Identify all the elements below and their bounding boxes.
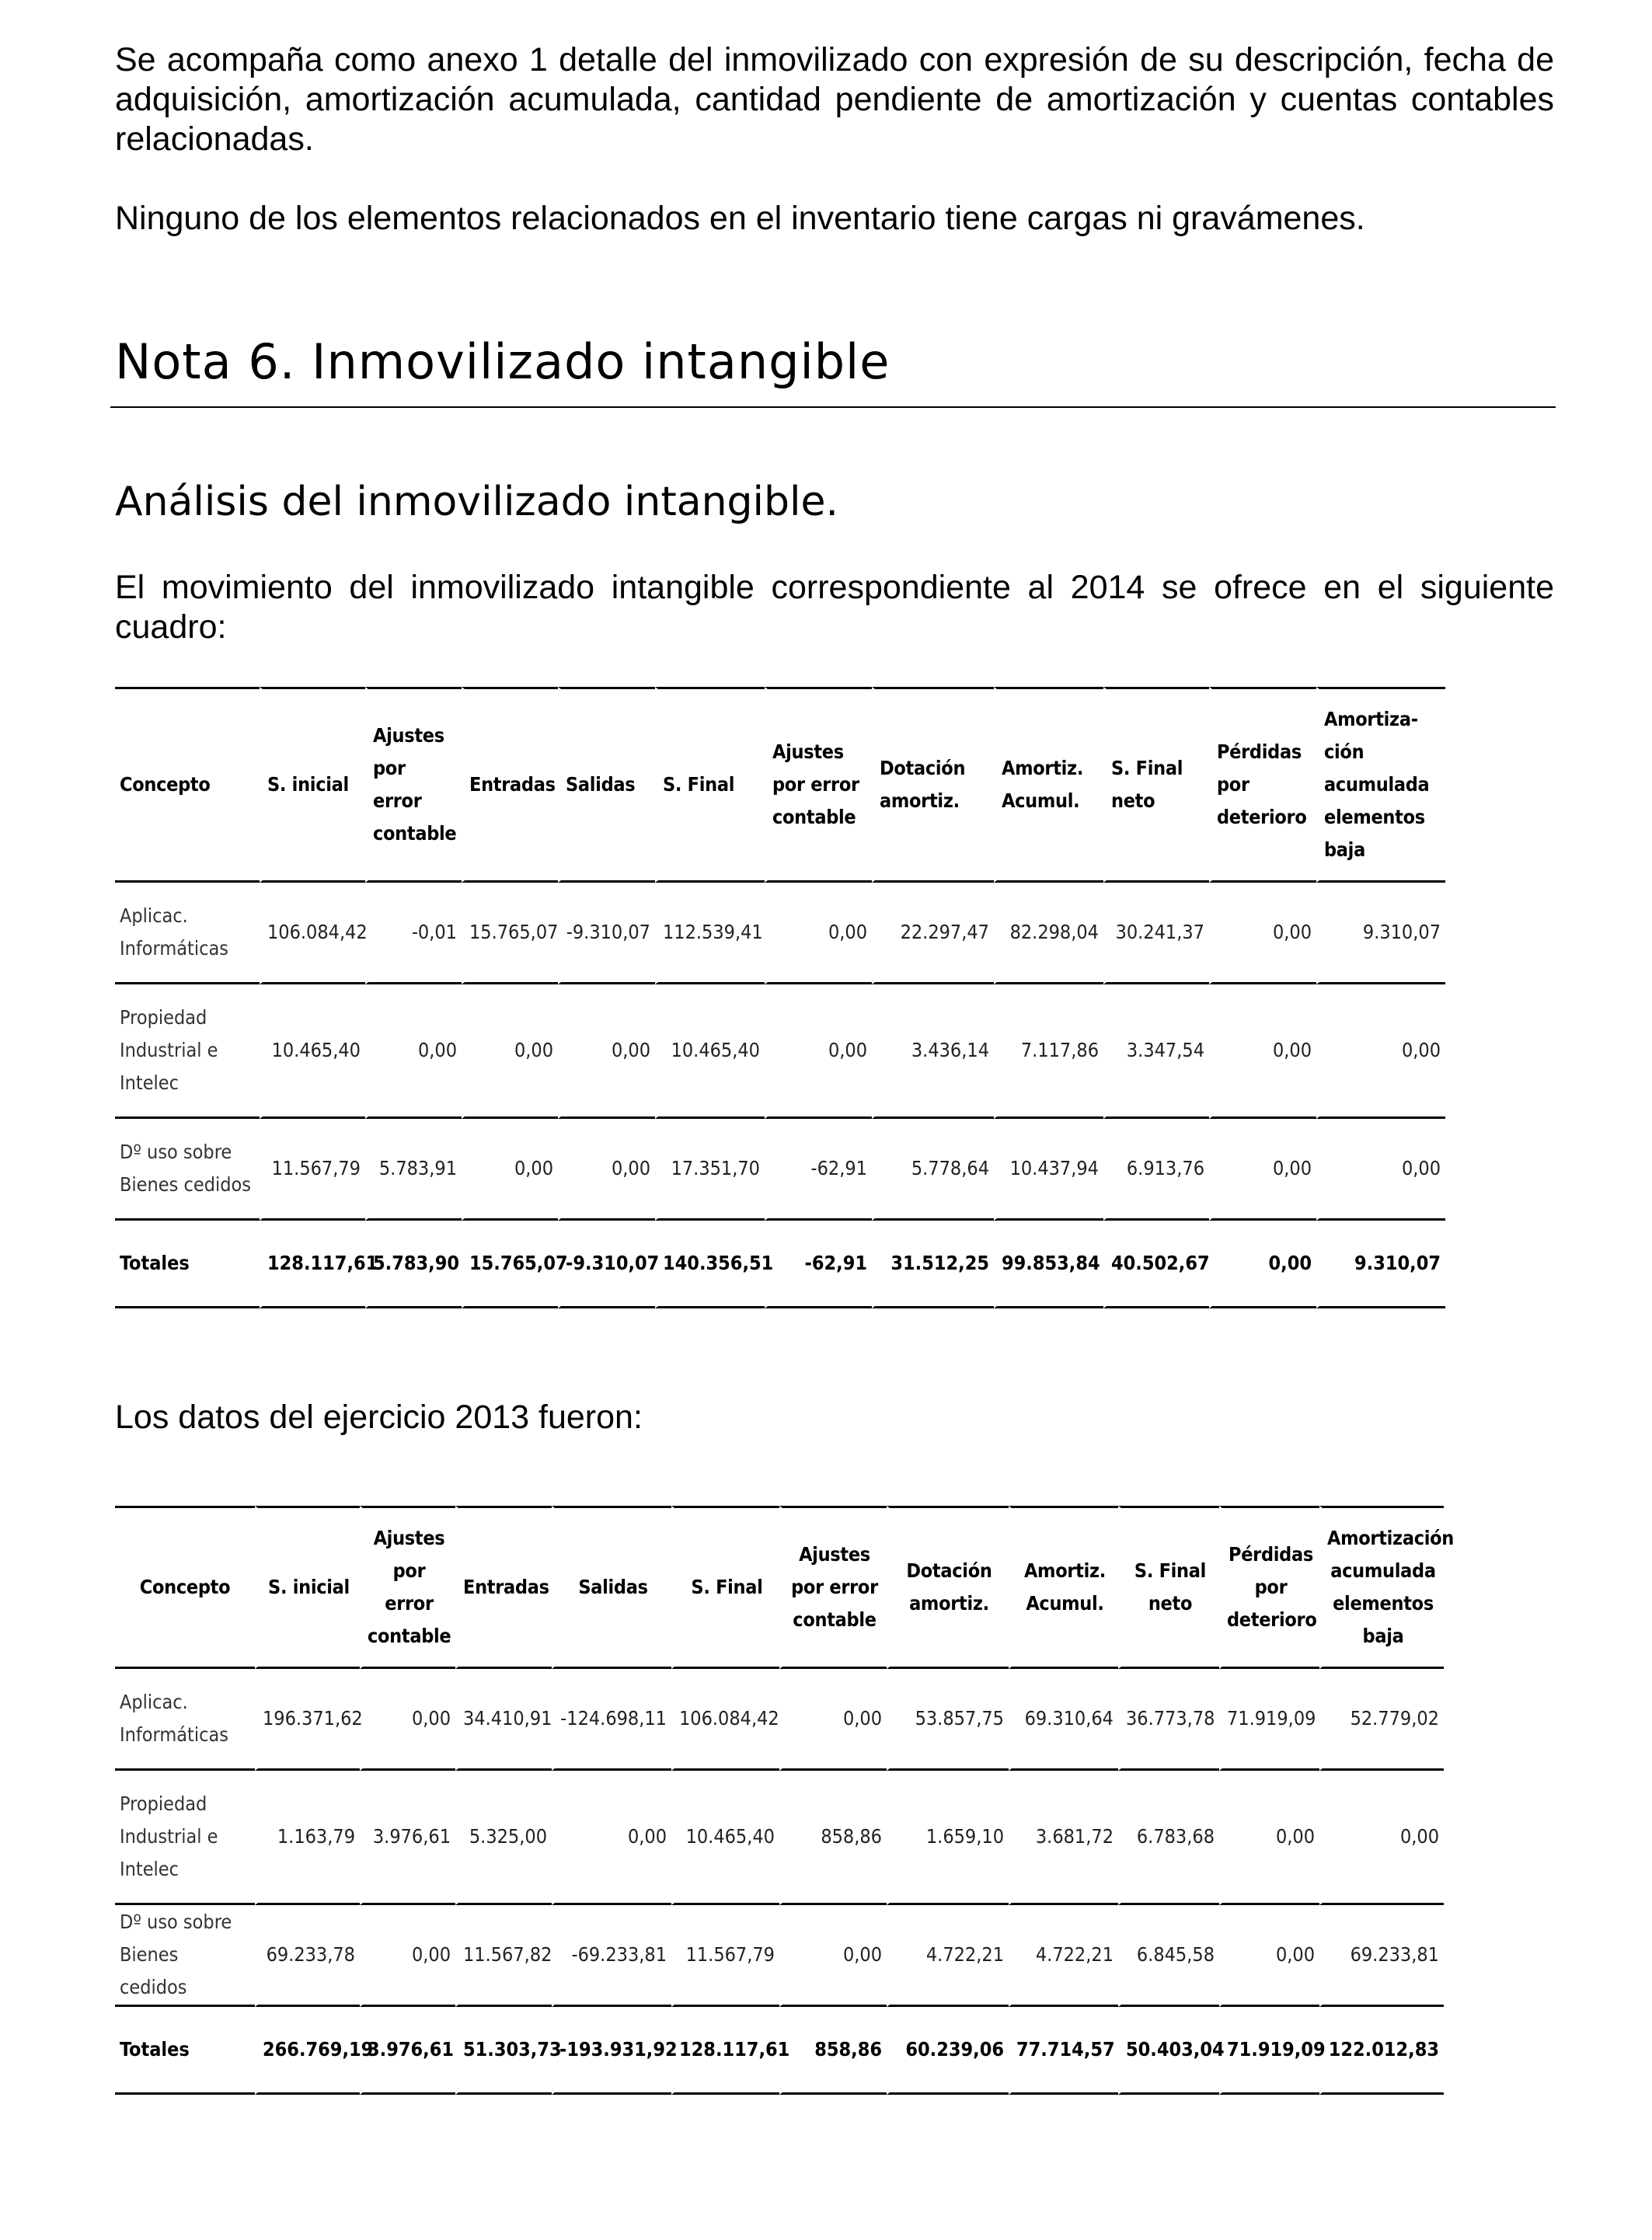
cell: 0,00 — [552, 1771, 671, 1905]
paragraph-2014-intro: El movimiento del inmovilizado intangible correspondiente al 2014 se ofrece en el siguiente cuadro: — [115, 569, 1554, 646]
cell: 0,00 — [360, 1905, 455, 2007]
total-cell: -193.931,92 — [552, 2007, 671, 2095]
cell: 82.298,04 — [994, 883, 1103, 984]
cell: 22.297,47 — [872, 883, 994, 984]
cell: 36.773,78 — [1118, 1669, 1219, 1771]
cell: 10.465,40 — [260, 984, 365, 1119]
cell: 0,00 — [462, 1119, 558, 1221]
row-label: Dº uso sobre Bienes cedidos — [115, 1905, 255, 2007]
table-2013 — [115, 1506, 1455, 2095]
cell: 30.241,37 — [1103, 883, 1209, 984]
cell: 4.722,21 — [887, 1905, 1009, 2007]
row-label: Aplicac. Informáticas — [115, 1669, 255, 1771]
cell: 0,00 — [1219, 1905, 1319, 2007]
total-cell: 858,86 — [779, 2007, 887, 2095]
cell: -0,01 — [365, 883, 462, 984]
cell: 0,00 — [558, 1119, 655, 1221]
total-cell: 122.012,83 — [1319, 2007, 1444, 2095]
cell: 6.845,58 — [1118, 1905, 1219, 2007]
total-cell: 128.117,61 — [260, 1221, 365, 1308]
total-cell: 5.783,90 — [365, 1221, 462, 1308]
title-divider — [110, 406, 1556, 408]
total-cell: 71.919,09 — [1219, 2007, 1319, 2095]
cell: 3.681,72 — [1009, 1771, 1118, 1905]
cell: 106.084,42 — [671, 1669, 779, 1771]
totals-row — [115, 1221, 1445, 1308]
cell: 71.919,09 — [1219, 1669, 1319, 1771]
column-header-amortiz-baja: Amortización acumulada elementos baja — [1319, 1506, 1444, 1669]
column-header-dotacion: Dotación amortiz. — [872, 687, 994, 883]
cell: 69.233,81 — [1319, 1905, 1444, 2007]
cell: 7.117,86 — [994, 984, 1103, 1119]
cell: 106.084,42 — [260, 883, 365, 984]
column-header-ajustes-2: Ajustes por error contable — [765, 687, 872, 883]
cell: 0,00 — [1316, 984, 1445, 1119]
total-cell: 266.769,19 — [255, 2007, 360, 2095]
table-header-row — [115, 1506, 1444, 1669]
total-cell: 3.976,61 — [360, 2007, 455, 2095]
column-header-s-final-neto: S. Final neto — [1118, 1506, 1219, 1669]
column-header-concept: Concepto — [115, 1506, 255, 1669]
column-header-s-final: S. Final — [671, 1506, 779, 1669]
cell: 0,00 — [360, 1669, 455, 1771]
cell: 9.310,07 — [1316, 883, 1445, 984]
totals-label: Totales — [115, 1221, 260, 1308]
cell: -62,91 — [765, 1119, 872, 1221]
cell: 11.567,82 — [455, 1905, 552, 2007]
cell: 196.371,62 — [255, 1669, 360, 1771]
cell: 17.351,70 — [655, 1119, 765, 1221]
totals-row — [115, 2007, 1444, 2095]
column-header-salidas: Salidas — [552, 1506, 671, 1669]
column-header-amortiz-acumul: Amortiz. Acumul. — [1009, 1506, 1118, 1669]
cell: 1.163,79 — [255, 1771, 360, 1905]
column-header-s-final: S. Final — [655, 687, 765, 883]
total-cell: 31.512,25 — [872, 1221, 994, 1308]
table-2014 — [115, 687, 1445, 1308]
column-header-s-inicial: S. inicial — [260, 687, 365, 883]
cell: 0,00 — [1319, 1771, 1444, 1905]
cell: 0,00 — [1219, 1771, 1319, 1905]
cell: 4.722,21 — [1009, 1905, 1118, 2007]
cell: 0,00 — [779, 1669, 887, 1771]
cell: 3.976,61 — [360, 1771, 455, 1905]
cell: 5.783,91 — [365, 1119, 462, 1221]
cell: 0,00 — [779, 1905, 887, 2007]
column-header-ajustes-1: Ajustes por error contable — [360, 1506, 455, 1669]
cell: 0,00 — [765, 883, 872, 984]
table-row — [115, 883, 1445, 984]
cell: 52.779,02 — [1319, 1669, 1444, 1771]
total-cell: 40.502,67 — [1103, 1221, 1209, 1308]
cell: -9.310,07 — [558, 883, 655, 984]
cell: 10.465,40 — [655, 984, 765, 1119]
column-header-entradas: Entradas — [462, 687, 558, 883]
column-header-ajustes-1: Ajustes por error contable — [365, 687, 462, 883]
cell: 112.539,41 — [655, 883, 765, 984]
table-header-row — [115, 687, 1445, 883]
cell: 10.437,94 — [994, 1119, 1103, 1221]
column-header-amortiz-acumul: Amortiz. Acumul. — [994, 687, 1103, 883]
total-cell: 128.117,61 — [671, 2007, 779, 2095]
row-label: Dº uso sobre Bienes cedidos — [115, 1119, 260, 1221]
total-cell: 50.403,04 — [1118, 2007, 1219, 2095]
cell: 6.783,68 — [1118, 1771, 1219, 1905]
column-header-perdidas: Pérdidas por deterioro — [1209, 687, 1316, 883]
cell: 0,00 — [1209, 984, 1316, 1119]
cell: 1.659,10 — [887, 1771, 1009, 1905]
cell: 11.567,79 — [671, 1905, 779, 2007]
table-row — [115, 984, 1445, 1119]
cell: 3.436,14 — [872, 984, 994, 1119]
paragraph-annex: Se acompaña como anexo 1 detalle del inmovilizado con expresión de su descripción, fecha de adquisición, amortización acumulada, cantidad pendiente de amortización y cuentas contables relacionadas. — [115, 41, 1554, 158]
total-cell: 99.853,84 — [994, 1221, 1103, 1308]
paragraph-encumbrances: Ninguno de los elementos relacionados en el inventario tiene cargas ni gravámenes. — [115, 200, 1365, 237]
total-cell: 60.239,06 — [887, 2007, 1009, 2095]
row-label: Propiedad Industrial e Intelec — [115, 1771, 255, 1905]
total-cell: -9.310,07 — [558, 1221, 655, 1308]
cell: 0,00 — [1209, 1119, 1316, 1221]
paragraph-2013-intro: Los datos del ejercicio 2013 fueron: — [115, 1399, 643, 1436]
cell: 53.857,75 — [887, 1669, 1009, 1771]
cell: -124.698,11 — [552, 1669, 671, 1771]
table-row — [115, 1119, 1445, 1221]
cell: 34.410,91 — [455, 1669, 552, 1771]
column-header-salidas: Salidas — [558, 687, 655, 883]
cell: 0,00 — [1209, 883, 1316, 984]
total-cell: -62,91 — [765, 1221, 872, 1308]
cell: 0,00 — [558, 984, 655, 1119]
total-cell: 0,00 — [1209, 1221, 1316, 1308]
cell: 0,00 — [1316, 1119, 1445, 1221]
total-cell: 77.714,57 — [1009, 2007, 1118, 2095]
cell: 5.325,00 — [455, 1771, 552, 1905]
column-header-s-inicial: S. inicial — [255, 1506, 360, 1669]
column-header-dotacion: Dotación amortiz. — [887, 1506, 1009, 1669]
cell: 11.567,79 — [260, 1119, 365, 1221]
cell: -69.233,81 — [552, 1905, 671, 2007]
column-header-s-final-neto: S. Final neto — [1103, 687, 1209, 883]
row-label: Propiedad Industrial e Intelec — [115, 984, 260, 1119]
column-header-entradas: Entradas — [455, 1506, 552, 1669]
cell: 3.347,54 — [1103, 984, 1209, 1119]
column-header-perdidas: Pérdidas por deterioro — [1219, 1506, 1319, 1669]
cell: 10.465,40 — [671, 1771, 779, 1905]
cell: 15.765,07 — [462, 883, 558, 984]
cell: 69.310,64 — [1009, 1669, 1118, 1771]
total-cell: 51.303,73 — [455, 2007, 552, 2095]
totals-label: Totales — [115, 2007, 255, 2095]
table-row — [115, 1905, 1444, 2007]
cell: 858,86 — [779, 1771, 887, 1905]
table-row — [115, 1669, 1444, 1771]
cell: 0,00 — [765, 984, 872, 1119]
total-cell: 15.765,07 — [462, 1221, 558, 1308]
note-title: Nota 6. Inmovilizado intangible — [115, 333, 890, 390]
cell: 69.233,78 — [255, 1905, 360, 2007]
cell: 0,00 — [365, 984, 462, 1119]
row-label: Aplicac. Informáticas — [115, 883, 260, 984]
cell: 5.778,64 — [872, 1119, 994, 1221]
cell: 0,00 — [462, 984, 558, 1119]
cell: 6.913,76 — [1103, 1119, 1209, 1221]
table-row — [115, 1771, 1444, 1905]
column-header-amortiz-baja: Amortiza-ción acumulada elementos baja — [1316, 687, 1445, 883]
total-cell: 9.310,07 — [1316, 1221, 1445, 1308]
section-title: Análisis del inmovilizado intangible. — [115, 479, 838, 525]
total-cell: 140.356,51 — [655, 1221, 765, 1308]
column-header-concept: Concepto — [115, 687, 260, 883]
column-header-ajustes-2: Ajustes por error contable — [779, 1506, 887, 1669]
